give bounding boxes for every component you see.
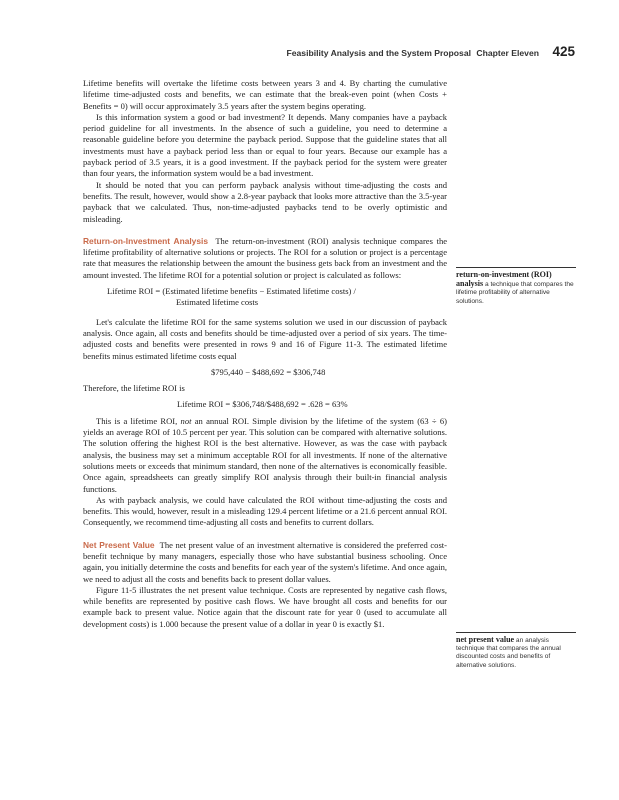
calculation: Lifetime ROI = $306,748/$488,692 = .628 = 63% — [177, 399, 348, 410]
paragraph: Figure 11-5 illustrates the net present value technique. Costs are represented by negative cash flows, while benefits are represented by positive cash flows. We have brought all costs and benefits for our example back to present value. Notice again that the discount rate for year 0 (used to accumulate all development costs) is 1.000 because the present value of a dollar in year 0 is exactly $1. — [83, 584, 447, 629]
roi-formula-line1: Lifetime ROI = (Estimated lifetime benefits − Estimated lifetime costs) / — [107, 286, 356, 297]
npv-section — [83, 540, 447, 585]
paragraph: Let's calculate the lifetime ROI for the same systems solution we used in our discussion of payback analysis. Once again, all costs and benefits should be time-adjusted over a period of six years. The time-adjusted costs and benefits were presented in rows 9 and 16 of Figure 11-3. The estimated lifetime benefits minus estimated lifetime costs equal — [83, 316, 447, 361]
glossary-definition: an analysis technique that compares the annual discounted costs and benefits of alternative solutions. — [456, 637, 561, 669]
glossary-term: return-on-investment (ROI) analysis — [456, 270, 552, 289]
margin-definition-roi — [456, 267, 576, 306]
text-run: This is a lifetime ROI, — [96, 415, 181, 426]
paragraph: Lifetime benefits will overtake the lifetime costs between years 3 and 4. By charting the cumulative lifetime time-adjusted costs and benefits, we can estimate that the break-even point (when Costs + Benefits = 0) will occur approximately 3.5 years after the system begins operating. — [83, 78, 447, 111]
margin-definition-npv — [456, 632, 576, 670]
calculation: $795,440 − $488,692 = $306,748 — [211, 366, 326, 377]
npv-intro: The net present value of an investment alternative is considered the preferred cost-benefit technique by many managers, especially those who have substantial business schooling. Once again, you initially determine the costs and benefits for each year of the system's lifetime. And once again, we need to adjust all the costs and benefits back to present dollar values. — [83, 539, 447, 584]
paragraph: It should be noted that you can perform payback analysis without time-adjusting the costs and benefits. The result, however, would show a 2.8-year payback that looks more attractive than the 3.5-year payback that we calculated. Thus, non-time-adjusted paybacks tend to be overly optimistic and misleading. — [83, 179, 447, 224]
glossary-definition: a technique that compares the lifetime profitability of alternative solutions. — [456, 281, 574, 305]
glossary-term: net present value — [456, 635, 515, 644]
text-run: an annual ROI. Simple division by the lifetime of the system (63 ÷ 6) yields an average ROI of 10.5 percent per year. This solution can be compared with alternative solutions. The solution offering the highest ROI is the best alternative. However, as was the case with payback analysis, the business may set a minimum acceptable ROI for all investments. If none of the alternative solutions meets or exceeds that minimum standard, then none of the alternatives is economically feasible. Once again, spreadsheets can greatly simplify ROI analysis through their built-in financial analysis functions. — [83, 415, 447, 494]
roi-formula-line2: Estimated lifetime costs — [176, 297, 259, 308]
chapter-label: Chapter Eleven — [476, 48, 539, 58]
running-title: Feasibility Analysis and the System Proposal — [286, 48, 471, 58]
emphasis: not — [180, 415, 192, 426]
paragraph — [83, 416, 447, 495]
paragraph: Therefore, the lifetime ROI is — [83, 383, 185, 394]
page-header — [0, 44, 619, 64]
paragraph: As with payback analysis, we could have calculated the ROI without time-adjusting the costs and benefits. This would, however, result in a misleading 129.4 percent lifetime or a 21.6 percent annual ROI. Consequently, we recommend time-adjusting all costs and benefits to current dollars. — [83, 494, 447, 528]
roi-intro: The return-on-investment (ROI) analysis technique compares the lifetime profitability of alternative solutions or projects. The ROI for a solution or project is a percentage rate that measures the relationship between the amount the business gets back from an investment and the amount invested. The lifetime ROI for a potential solution or project is calculated as follows: — [83, 235, 448, 280]
roi-heading: Return-on-Investment Analysis — [83, 235, 208, 246]
npv-heading: Net Present Value — [83, 539, 155, 550]
page-number: 425 — [552, 44, 575, 59]
main-text-column — [83, 78, 447, 630]
roi-section — [83, 236, 447, 281]
paragraph: Is this information system a good or bad investment? It depends. Many companies have a payback period guideline for all investments. In the absence of such a guideline, you need to determine a reasonable guideline before you determine the payback period. Suppose that the guideline states that all investments must have a payback period less than or equal to four years. Because our example has a payback period of 3.5 years, it is a good investment. If the payback period for the system were greater than four years, the information system would be a bad investment. — [83, 111, 447, 179]
